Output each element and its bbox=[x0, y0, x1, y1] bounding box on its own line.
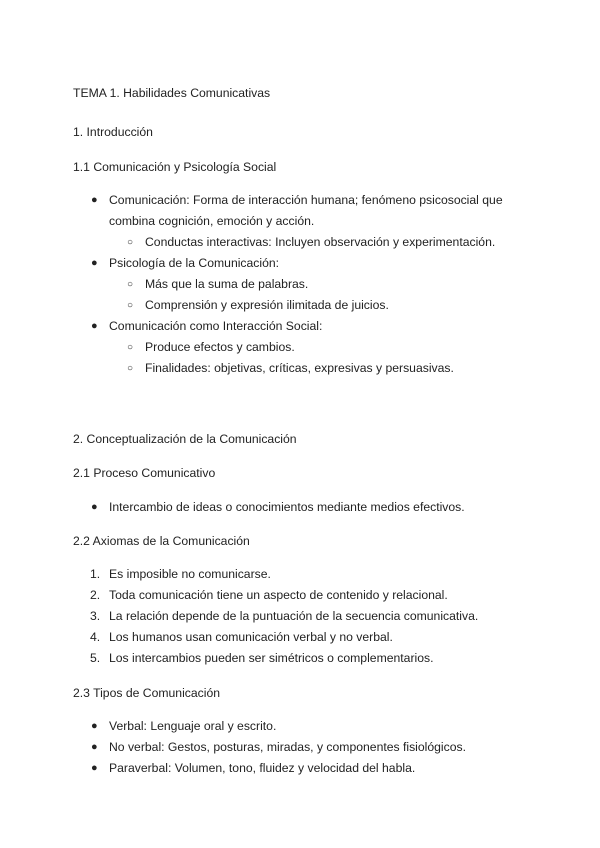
bullet-marker: ● bbox=[91, 720, 98, 732]
subsection-heading-2-3: 2.3 Tipos de Comunicación bbox=[73, 686, 221, 700]
list-number: 2. bbox=[90, 588, 101, 602]
list-item-text-continued: combina cognición, emoción y acción. bbox=[109, 214, 315, 228]
sub-list-item-text: Conductas interactivas: Incluyen observación y experimentación. bbox=[145, 235, 496, 249]
list-item-text: No verbal: Gestos, posturas, miradas, y componentes fisiológicos. bbox=[109, 740, 466, 754]
list-number: 1. bbox=[90, 567, 101, 581]
list-number: 4. bbox=[90, 630, 101, 644]
sub-bullet-marker: ○ bbox=[127, 237, 134, 248]
sub-bullet-marker: ○ bbox=[127, 342, 134, 353]
sub-bullet-marker: ○ bbox=[127, 300, 134, 311]
bullet-marker: ● bbox=[91, 194, 98, 206]
bullet-marker: ● bbox=[91, 501, 98, 513]
bullet-marker: ● bbox=[91, 762, 98, 774]
section-heading-conceptualizacion: 2. Conceptualización de la Comunicación bbox=[73, 432, 297, 446]
sub-list-item-text: Finalidades: objetivas, críticas, expresivas y persuasivas. bbox=[145, 361, 454, 375]
subsection-heading-2-2: 2.2 Axiomas de la Comunicación bbox=[73, 534, 250, 548]
sub-bullet-marker: ○ bbox=[127, 279, 134, 290]
sub-bullet-marker: ○ bbox=[127, 363, 134, 374]
sub-list-item-text: Produce efectos y cambios. bbox=[145, 340, 295, 354]
sub-list-item-text: Comprensión y expresión ilimitada de juicios. bbox=[145, 298, 389, 312]
list-item-text: Es imposible no comunicarse. bbox=[109, 567, 271, 581]
list-item-text: Toda comunicación tiene un aspecto de contenido y relacional. bbox=[109, 588, 448, 602]
list-item-text: Intercambio de ideas o conocimientos mediante medios efectivos. bbox=[109, 500, 465, 514]
list-number: 5. bbox=[90, 651, 101, 665]
bullet-marker: ● bbox=[91, 741, 98, 753]
list-number: 3. bbox=[90, 609, 101, 623]
bullet-marker: ● bbox=[91, 257, 98, 269]
subsection-heading-1-1: 1.1 Comunicación y Psicología Social bbox=[73, 160, 277, 174]
subsection-heading-2-1: 2.1 Proceso Comunicativo bbox=[73, 466, 216, 480]
list-item-text: Paraverbal: Volumen, tono, fluidez y velocidad del habla. bbox=[109, 761, 416, 775]
list-item-text: Psicología de la Comunicación: bbox=[109, 256, 280, 270]
bullet-marker: ● bbox=[91, 320, 98, 332]
list-item-text: Comunicación: Forma de interacción humana; fenómeno psicosocial que bbox=[109, 193, 503, 207]
list-item-text: Comunicación como Interacción Social: bbox=[109, 319, 323, 333]
list-item-text: La relación depende de la puntuación de la secuencia comunicativa. bbox=[109, 609, 479, 623]
sub-list-item-text: Más que la suma de palabras. bbox=[145, 277, 309, 291]
section-heading-introduccion: 1. Introducción bbox=[73, 125, 153, 139]
list-item-text: Los humanos usan comunicación verbal y no verbal. bbox=[109, 630, 393, 644]
list-item-text: Los intercambios pueden ser simétricos o complementarios. bbox=[109, 651, 434, 665]
document-title: TEMA 1. Habilidades Comunicativas bbox=[73, 86, 271, 100]
list-item-text: Verbal: Lenguaje oral y escrito. bbox=[109, 719, 277, 733]
